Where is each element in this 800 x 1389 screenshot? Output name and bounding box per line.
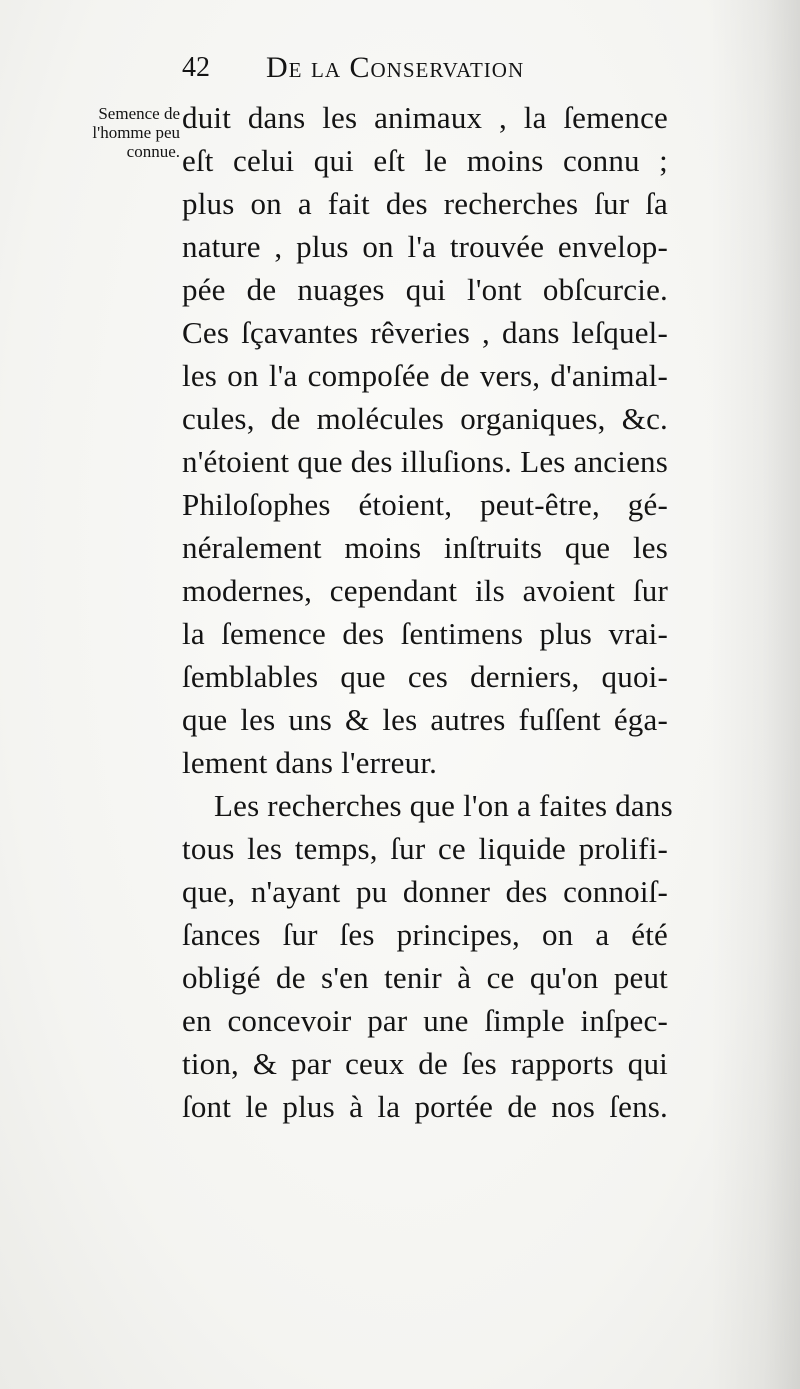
- text-line: ſont le plus à la portée de nos ſens.: [182, 1089, 668, 1124]
- text-line: néralement moins inſtruits que les: [182, 530, 668, 565]
- text-line: Ces ſçavantes rêveries , dans leſquel-: [182, 315, 668, 350]
- margin-note-line: connue.: [126, 142, 180, 161]
- margin-note-line: Semence de: [98, 104, 180, 123]
- text-line: que les uns & les autres fuſſent éga-: [182, 702, 668, 737]
- text-line: Philoſophes étoient, peut-être, gé-: [182, 487, 668, 522]
- text-line: duit dans les animaux , la ſemence: [182, 100, 668, 135]
- margin-note: [50, 104, 180, 161]
- text-line: modernes, cependant ils avoient ſur: [182, 573, 668, 608]
- text-line: en concevoir par une ſimple inſpec-: [182, 1003, 668, 1038]
- text-line: n'étoient que des illuſions. Les anciens: [182, 444, 668, 479]
- page-edge-shadow: [710, 0, 800, 1389]
- text-line: Les recherches que l'on a faites dans: [214, 788, 673, 823]
- text-line: ſances ſur ſes principes, on a été: [182, 917, 668, 952]
- text-line: plus on a fait des recherches ſur ſa: [182, 186, 668, 221]
- text-line: cules, de molécules organiques, &c.: [182, 401, 668, 436]
- page-number: 42: [182, 52, 210, 83]
- running-title: De la Conservation: [266, 51, 525, 84]
- margin-note-line: l'homme peu: [92, 123, 180, 142]
- text-line: pée de nuages qui l'ont obſcurcie.: [182, 272, 668, 307]
- text-line: obligé de s'en tenir à ce qu'on peut: [182, 960, 668, 995]
- text-line: la ſemence des ſentimens plus vrai-: [182, 616, 668, 651]
- text-line: lement dans l'erreur.: [182, 745, 438, 780]
- page-header: [182, 48, 602, 88]
- text-line: nature , plus on l'a trouvée envelop-: [182, 229, 668, 264]
- text-line: ſemblables que ces derniers, quoi-: [182, 659, 668, 694]
- text-line: tous les temps, ſur ce liquide prolifi-: [182, 831, 668, 866]
- text-line: que, n'ayant pu donner des connoiſ-: [182, 874, 668, 909]
- text-line: tion, & par ceux de ſes rapports qui: [182, 1046, 668, 1081]
- text-line: eſt celui qui eſt le moins connu ;: [182, 143, 668, 178]
- text-line: les on l'a compoſée de vers, d'animal-: [182, 358, 668, 393]
